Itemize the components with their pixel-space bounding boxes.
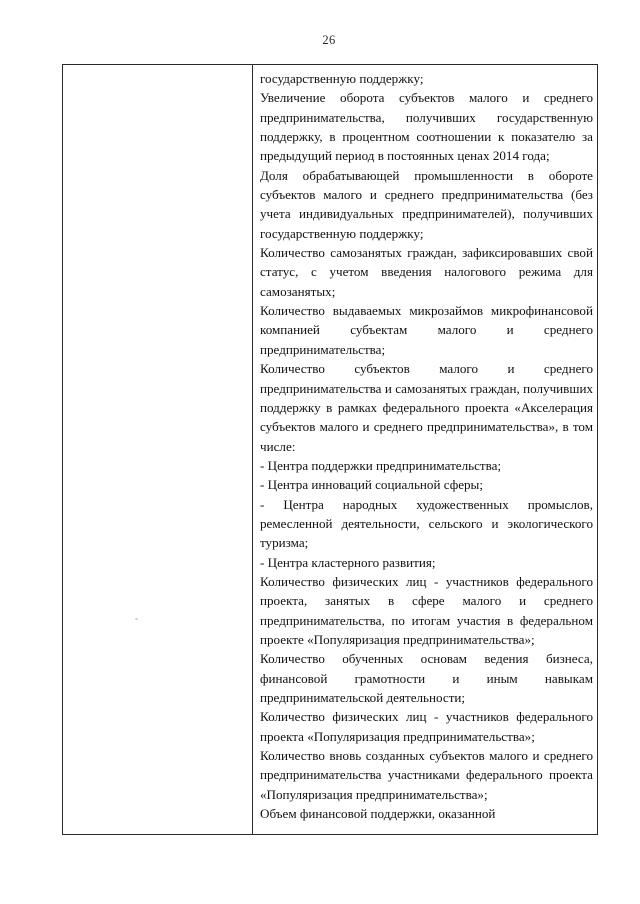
paragraph: Количество выдаваемых микрозаймов микрофинансовой компанией субъектам малого и среднего предпринимательства; — [260, 303, 593, 357]
paragraph: государственную поддержку; — [260, 71, 424, 86]
paragraph: - Центра инноваций социальной сферы; — [260, 477, 483, 493]
table-cell-left-empty — [63, 65, 253, 834]
paragraph: Увеличение оборота субъектов малого и среднего предпринимательства, получивших государственную поддержку, в процентном соотношении к показателю за предыдущий период в постоянных ценах 2014 года; — [260, 90, 593, 164]
paragraph: Количество физических лиц - участников федерального проекта «Популяризация предпринимательства»; — [260, 709, 593, 744]
table-cell-right-content — [253, 65, 597, 834]
page-number — [0, 33, 640, 48]
paragraph: - Центра поддержки предпринимательства; — [260, 457, 502, 473]
paragraph: - Центра кластерного развития; — [260, 554, 436, 570]
paragraph: Количество обученных основам ведения бизнеса, финансовой грамотности и иным навыкам предпринимательской деятельности; — [260, 651, 593, 705]
paragraph: Количество вновь созданных субъектов малого и среднего предпринимательства участниками федерального проекта «Популяризация предпринимательства»; — [260, 748, 593, 802]
page-number-value: 26 — [322, 33, 336, 47]
paragraph: Количество физических лиц - участников федерального проекта, занятых в сфере малого и среднего предпринимательства, по итогам участия в федеральном проекте «Популяризация предпринимательства»; — [260, 573, 593, 647]
paragraph: Объем финансовой поддержки, оказанной — [260, 806, 496, 822]
document-table — [62, 64, 598, 835]
paragraph: Количество субъектов малого и среднего предпринимательства и самозанятых граждан, получивших поддержку в рамках федерального проекта «Акселерация субъектов малого и среднего предпринимательства», в том числе: — [260, 361, 593, 454]
paragraph: Количество самозанятых граждан, зафиксировавших свой статус, с учетом введения налогового режима для самозанятых; — [260, 245, 593, 299]
paragraph: - Центра народных художественных промыслов, ремесленной деятельности, сельского и экологического туризма; — [260, 496, 593, 551]
paragraph: Доля обрабатывающей промышленности в обороте субъектов малого и среднего предпринимательства (без учета индивидуальных предпринимателей), получивших государственную поддержку; — [260, 167, 593, 241]
scan-artifact-speck — [135, 618, 138, 620]
